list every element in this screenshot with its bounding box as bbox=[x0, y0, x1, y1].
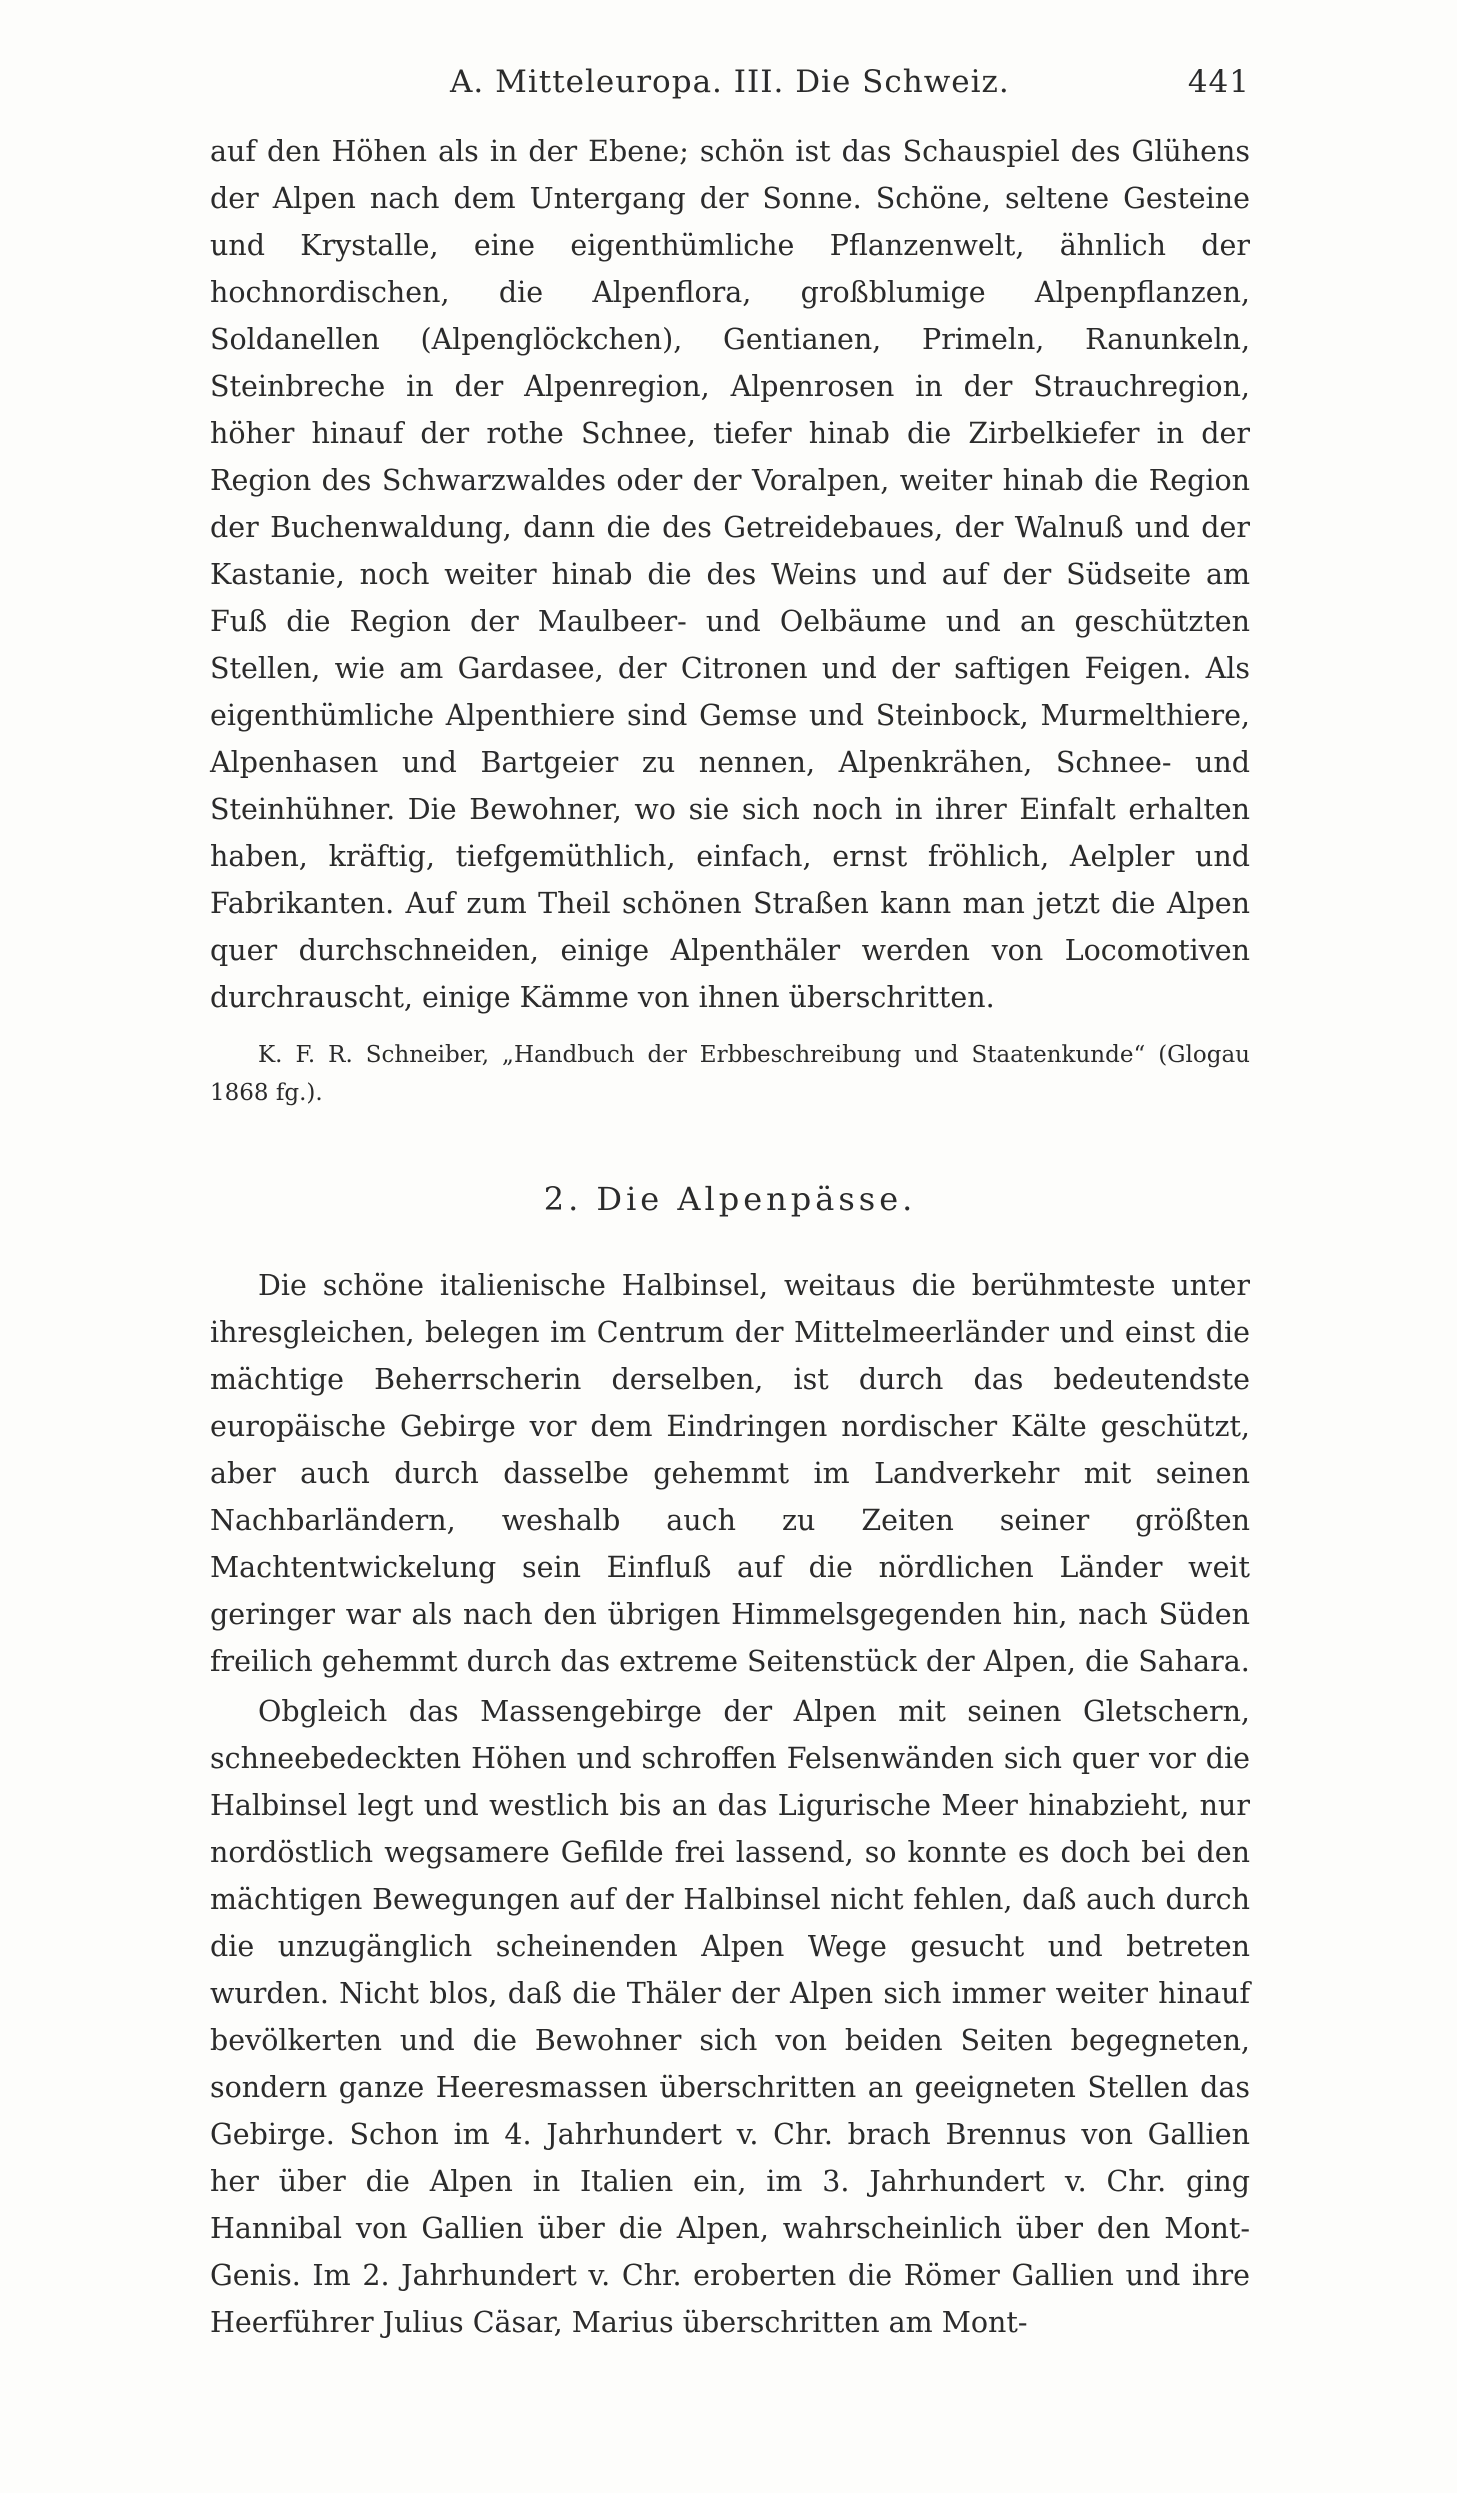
paragraph-italian-peninsula: Die schöne italienische Halbinsel, weitaus die berühmteste unter ihresgleichen, belegen im Centrum der Mittelmeerländer und einst die mächtige Beherrscherin derselben, ist durch das bedeutendste europäische Gebirge vor dem Eindringen nordischer Kälte geschützt, aber auch durch dasselbe gehemmt im Landverkehr mit seinen Nachbarländern, weshalb auch zu Zeiten seiner größten Machtentwickelung sein Einfluß auf die nördlichen Länder weit geringer war als nach den übrigen Himmelsgegenden hin, nach Süden freilich gehemmt durch das extreme Seitenstück der Alpen, die Sahara. bbox=[210, 1269, 1250, 1678]
paragraph-alpine-nature: auf den Höhen als in der Ebene; schön ist das Schauspiel des Glühens der Alpen nach dem Untergang der Sonne. Schöne, seltene Gesteine und Krystalle, eine eigenthümliche Pflanzenwelt, ähnlich der hochnordischen, die Alpenflora, großblumige Alpenpflanzen, Soldanellen (Alpenglöckchen), Gentianen, Primeln, Ranunkeln, Steinbreche in der Alpenregion, Alpenrosen in der Strauchregion, höher hinauf der rothe Schnee, tiefer hinab die Zirbelkiefer in der Region des Schwarzwaldes oder der Voralpen, weiter hinab die Region der Buchenwaldung, dann die des Getreidebaues, der Walnuß und der Kastanie, noch weiter hinab die des Weins und auf der Südseite am Fuß die Region der Maulbeer- und Oelbäume und an geschützten Stellen, wie am Gardasee, der Citronen und der saftigen Feigen. Als eigenthümliche Alpenthiere sind Gemse und Steinbock, Murmelthiere, Alpenhasen und Bartgeier zu nennen, Alpenkrähen, Schnee- und Steinhühner. Die Bewohner, wo sie sich noch in ihrer Einfalt erhalten haben, kräftig, tiefgemüthlich, einfach, ernst fröhlich, Aelpler und Fabrikanten. Auf zum Theil schönen Straßen kann man jetzt die Alpen quer durchschneiden, einige Alpenthäler werden von Locomotiven durchrauscht, einige Kämme von ihnen überschritten. bbox=[210, 135, 1250, 1014]
running-header bbox=[210, 58, 1250, 108]
page-number: 441 bbox=[1187, 64, 1250, 100]
paragraph-alpine-crossings: Obgleich das Massengebirge der Alpen mit seinen Gletschern, schneebedeckten Höhen und schroffen Felsenwänden sich quer vor die Halbinsel legt und westlich bis an das Ligurische Meer hinabzieht, nur nordöstlich wegsamere Gefilde frei lassend, so konnte es doch bei den mächtigen Bewegungen auf der Halbinsel nicht fehlen, daß auch durch die unzugänglich scheinenden Alpen Wege gesucht und betreten wurden. Nicht blos, daß die Thäler der Alpen sich immer weiter hinauf bevölkerten und die Bewohner sich von beiden Seiten begegneten, sondern ganze Heeresmassen überschritten an geeigneten Stellen das Gebirge. Schon im 4. Jahrhundert v. Chr. brach Brennus von Gallien her über die Alpen in Italien ein, im 3. Jahrhundert v. Chr. ging Hannibal von Gallien über die Alpen, wahrscheinlich über den Mont-Genis. Im 2. Jahrhundert v. Chr. eroberten die Römer Gallien und ihre Heerführer Julius Cäsar, Marius überschritten am Mont- bbox=[210, 1695, 1250, 2339]
source-citation: K. F. R. Schneiber, „Handbuch der Erbbeschreibung und Staatenkunde“ (Glogau 1868 fg.). bbox=[210, 1042, 1250, 1106]
section-heading: 2. Die Alpenpässe. bbox=[543, 1180, 917, 1218]
running-header-title: A. Mitteleuropa. III. Die Schweiz. bbox=[450, 64, 1010, 100]
